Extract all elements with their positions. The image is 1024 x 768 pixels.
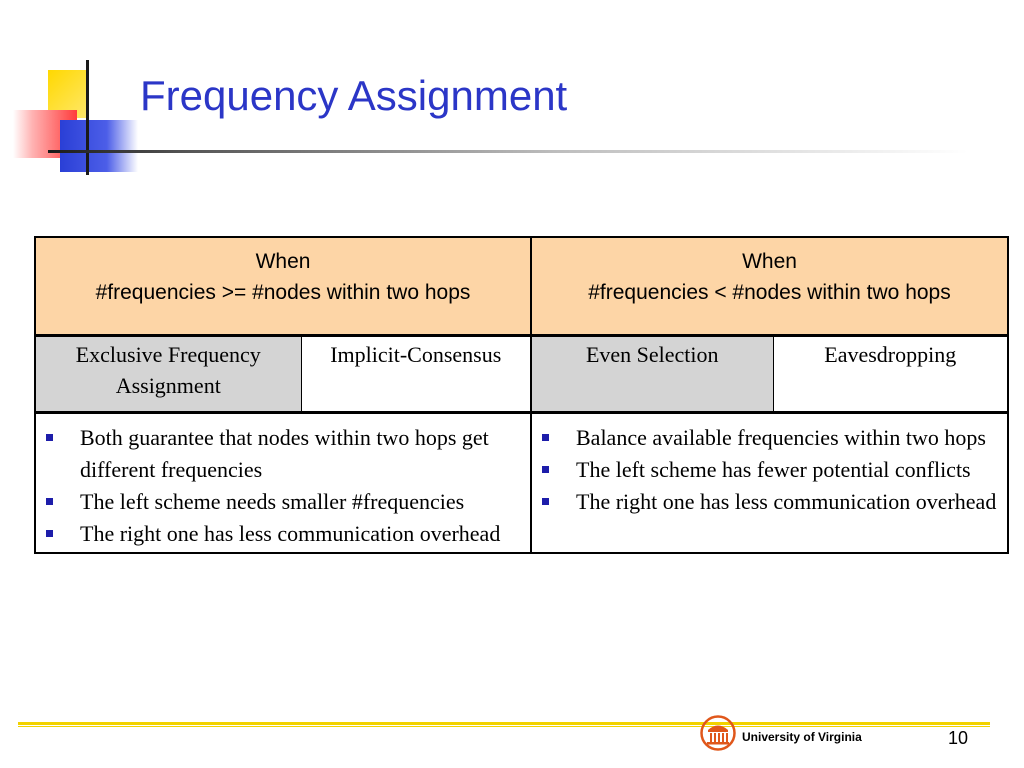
footer-rule-thin [18,726,990,727]
scheme-label-exclusive: Exclusive Frequency Assignment [75,342,261,398]
list-item [536,422,997,454]
scheme-label-even: Even Selection [585,342,719,367]
header-left-line2: #frequencies >= #nodes within two hops [95,281,471,304]
header-right-line2: #frequencies < #nodes within two hops [588,281,951,304]
title-underline [48,150,968,153]
bullet-text: The left scheme has fewer potential conflicts [576,457,971,482]
blue-square [60,120,138,172]
list-item [40,486,520,518]
bullet-square-icon [46,498,53,505]
header-cell-left [35,237,531,336]
bullet-text: Balance available frequencies within two hops [576,425,986,450]
bullet-cell-right [531,413,1008,554]
header-left-line1: When [255,250,311,273]
bullet-list-right [536,422,997,518]
bullet-list-left [40,422,520,550]
header-row [35,237,1008,336]
bullet-text: The right one has less communication overhead [80,521,501,546]
bullet-square-icon [542,498,549,505]
page-number: 10 [948,728,969,748]
scheme-cell-eavesdropping [773,336,1008,413]
bullet-text: Both guarantee that nodes within two hops get different frequencies [80,425,489,482]
scheme-cell-exclusive [35,336,301,413]
university-name: University of Virginia [742,730,862,744]
bullet-text: The left scheme needs smaller #frequencies [80,489,465,514]
bullet-square-icon [46,530,53,537]
bullet-square-icon [46,434,53,441]
bullet-cell-left [35,413,531,554]
scheme-label-implicit: Implicit-Consensus [330,342,502,367]
bullet-row [35,413,1008,554]
scheme-row [35,336,1008,413]
list-item [40,422,520,486]
scheme-cell-implicit [301,336,531,413]
rotunda-icon [700,715,736,751]
bullet-square-icon [542,434,549,441]
scheme-cell-even [531,336,773,413]
list-item [40,518,520,550]
list-item [536,486,997,518]
footer-rule [18,722,990,725]
title-decoration [0,0,140,180]
slide-title: Frequency Assignment [140,72,568,119]
bullet-square-icon [542,466,549,473]
bullet-text: The right one has less communication overhead [576,489,997,514]
scheme-label-eavesdropping: Eavesdropping [824,342,957,367]
comparison-table [34,236,1009,554]
header-right-line1: When [742,250,797,273]
header-cell-right [531,237,1008,336]
list-item [536,454,997,486]
vertical-rule [86,60,89,175]
